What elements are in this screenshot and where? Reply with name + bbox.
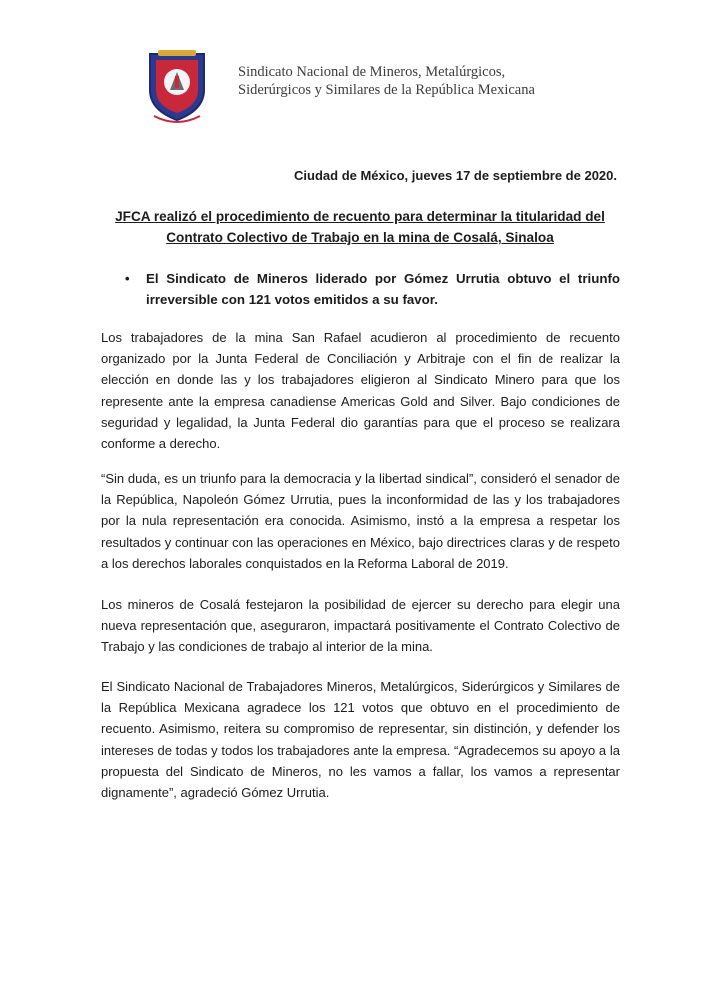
paragraph-4: El Sindicato Nacional de Trabajadores Mineros, Metalúrgicos, Siderúrgicos y Similares de la República Mexicana agradece los 121 votos que obtuvo en el procedimiento de recuento. Asimismo, reitera su compromiso de representar, sin distinción, y defender los intereses de todas y todos los trabajadores ante la empresa. “Agradecemos su apoyo a la propuesta del Sindicato de Mineros, no les vamos a fallar, los vamos a representar dignamente”, agradeció Gómez Urrutia. [101,679,620,801]
paragraph-3: Los mineros de Cosalá festejaron la posibilidad de ejercer su derecho para elegir una nueva representación que, aseguraron, impactará positivamente el Contrato Colectivo de Trabajo y las condiciones de trabajo al interior de la mina. [101,597,620,655]
paragraph-2: “Sin duda, es un triunfo para la democracia y la libertad sindical”, consideró el senador de la República, Napoleón Gómez Urrutia, pues la inconformidad de las y los trabajadores por la nula representación era conocida. Asimismo, instó a la empresa a respetar los resultados y continuar con las operaciones en México, bajo directrices claras y de respeto a los derechos laborales conquistados en la Reforma Laboral de 2019. [101,471,620,571]
organization-name-line-1: Sindicato Nacional de Mineros, Metalúrgicos, [238,64,506,80]
union-shield-logo-icon [144,46,210,126]
dateline: Ciudad de México, jueves 17 de septiembre de 2020. [294,168,617,183]
highlight-text: El Sindicato de Mineros liderado por Gómez Urrutia obtuvo el triunfo irreversible con 121 votos emitidos a su favor. [146,271,620,307]
organization-name [238,63,535,99]
headline: JFCA realizó el procedimiento de recuento para determinar la titularidad del Contrato Colectivo de Trabajo en la mina de Cosalá, Sinaloa [115,209,605,245]
paragraph-1: Los trabajadores de la mina San Rafael acudieron al procedimiento de recuento organizado por la Junta Federal de Conciliación y Arbitraje con el fin de realizar la elección en donde las y los trabajadores eligieron al Sindicato Minero para que los represente ante la empresa canadiense Americas Gold and Silver. Bajo condiciones de seguridad y legalidad, la Junta Federal dio garantías para que el proceso se realizara conforme a derecho. [101,330,620,452]
bullet-icon: • [125,271,130,286]
organization-name-line-2: Siderúrgicos y Similares de la República Mexicana [238,82,535,98]
